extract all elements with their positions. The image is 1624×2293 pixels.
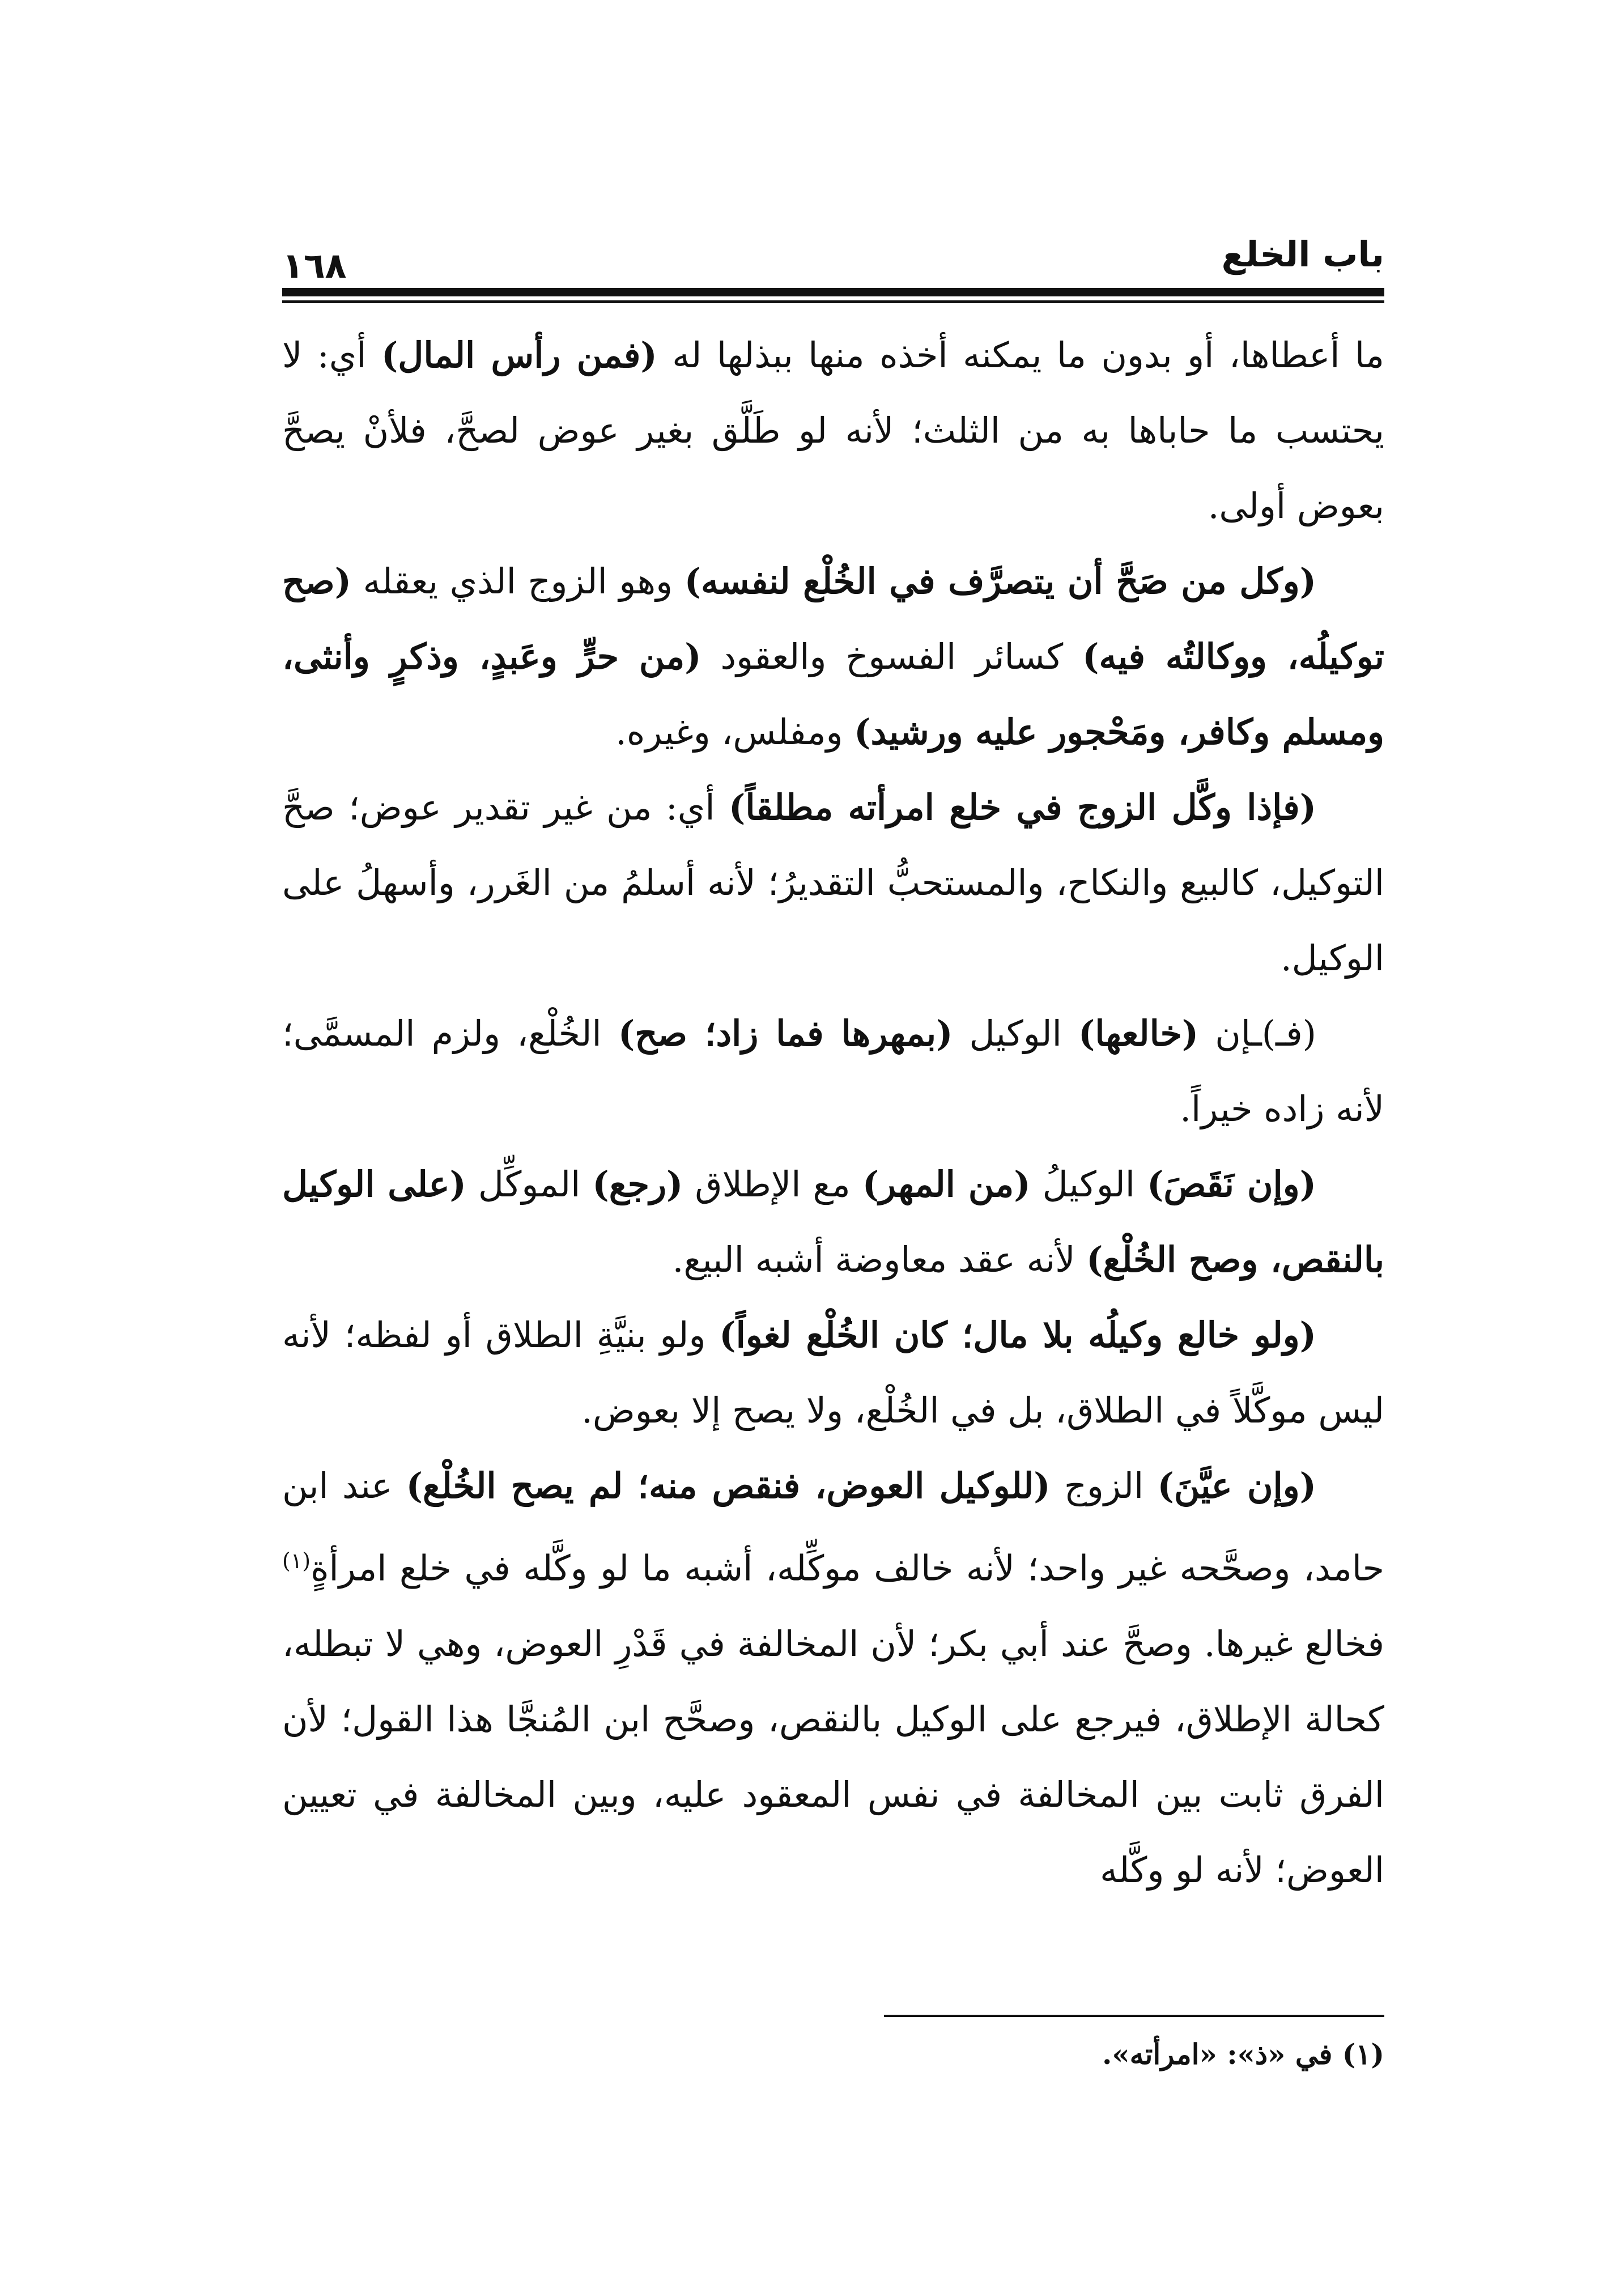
footnote-separator bbox=[884, 2015, 1384, 2017]
commentary-text: مع الإطلاق bbox=[683, 1164, 862, 1205]
paragraph bbox=[282, 543, 1384, 770]
commentary-text: ما أعطاها، أو بدون ما يمكنه أخذه منها ببذلها له bbox=[657, 334, 1385, 376]
commentary-text: الوكيل bbox=[953, 1013, 1078, 1054]
matn-text: (وإن عيَّنَ) bbox=[1157, 1465, 1316, 1506]
commentary-text: فخالع غيرها. وصحَّ عند أبي بكر؛ لأن المخالفة في قَدْرِ العوض، وهي لا تبطله، كحالة الإطلاق، فيرجع على الوكيل بالنقص، وصحَّح ابن المُنجَّا هذا القول؛ لأن الفرق ثابت بين المخالفة في نفس المعقود عليه، وبين المخالفة في تعيين العوض؛ لأنه لو وكَّله bbox=[282, 1623, 1384, 1891]
matn-text: (صح توكيلُه، ووكالتُه فيه) bbox=[282, 560, 1384, 677]
matn-text: (وإن نَقَصَ) bbox=[1147, 1164, 1316, 1205]
matn-text: (على الوكيل بالنقص، وصح الخُلْع) bbox=[282, 1164, 1384, 1280]
commentary-text: الوكيلُ bbox=[1030, 1164, 1147, 1205]
commentary-text: عند ابن حامد، وصحَّحه غير واحد؛ لأنه خالف موكِّله، أشبه ما لو وكَّله في خلع امرأةٍ bbox=[282, 1465, 1384, 1589]
matn-text: (من حرٍّ وعَبدٍ، وذكرٍ وأنثى، ومسلم وكافر، ومَحْجور عليه ورشيد) bbox=[282, 636, 1384, 753]
commentary-text: كسائر الفسوخ والعقود bbox=[701, 636, 1083, 677]
header-rule-thick bbox=[282, 288, 1384, 296]
footnote: (١) في «ذ»: «امرأته». bbox=[1102, 2037, 1384, 2071]
matn-text: (رجع) bbox=[592, 1164, 683, 1205]
matn-text: (ولو خالع وكيلُه بلا مال؛ كان الخُلْع لغواً) bbox=[719, 1314, 1316, 1356]
commentary-text: ولو بنيَّةِ الطلاق أو لفظه؛ لأنه ليس موكَّلاً في الطلاق، بل في الخُلْع، ولا يصح إلا بعوض. bbox=[282, 1314, 1384, 1431]
paragraph bbox=[282, 996, 1384, 1146]
paragraph bbox=[282, 770, 1384, 996]
matn-text: (بمهرها فما زاد؛ صح) bbox=[618, 1013, 953, 1054]
paragraph bbox=[282, 1448, 1384, 1908]
chapter-title: باب الخلع bbox=[1221, 233, 1384, 275]
commentary-text: ومفلس، وغيره. bbox=[615, 711, 854, 753]
matn-text: (خالعها) bbox=[1078, 1013, 1199, 1054]
matn-text: (وكل من صَحَّ أن يتصرَّف في الخُلْع لنفسه) bbox=[684, 560, 1316, 602]
commentary-text: (فـ)ـإن bbox=[1198, 1013, 1316, 1054]
commentary-text: الموكِّل bbox=[466, 1164, 593, 1205]
commentary-text: وهو الزوج الذي يعقله bbox=[351, 560, 685, 602]
commentary-text: أي: لا يحتسب ما حاباها به من الثلث؛ لأنه لو طَلَّق بغير عوض لصحَّ، فلأنْ يصحَّ بعوض أولى. bbox=[282, 334, 1384, 526]
matn-text: (للوكيل العوض، فنقص منه؛ لم يصح الخُلْع) bbox=[406, 1465, 1051, 1506]
paragraph bbox=[282, 1146, 1384, 1297]
page-number: ١٦٨ bbox=[282, 245, 347, 286]
footnote-marker: (١) bbox=[282, 1548, 311, 1573]
matn-text: (فإذا وكَّل الزوج في خلع امرأته مطلقاً) bbox=[729, 787, 1316, 828]
matn-text: (فمن رأس المال) bbox=[381, 334, 657, 376]
header-rule-thin bbox=[282, 300, 1384, 303]
commentary-text: الخُلْع، ولزم المسمَّى؛ لأنه زاده خيراً. bbox=[282, 1013, 1384, 1129]
paragraph bbox=[282, 317, 1384, 543]
main-text bbox=[282, 317, 1384, 1908]
commentary-text: أي: من غير تقدير عوض؛ صحَّ التوكيل، كالبيع والنكاح، والمستحبُّ التقديرُ؛ لأنه أسلمُ من الغَرر، وأسهلُ على الوكيل. bbox=[282, 787, 1384, 979]
paragraph bbox=[282, 1297, 1384, 1448]
commentary-text: الزوج bbox=[1050, 1465, 1158, 1506]
page-header bbox=[282, 224, 1384, 286]
matn-text: (من المهر) bbox=[862, 1164, 1031, 1205]
commentary-text: لأنه عقد معاوضة أشبه البيع. bbox=[672, 1239, 1087, 1280]
